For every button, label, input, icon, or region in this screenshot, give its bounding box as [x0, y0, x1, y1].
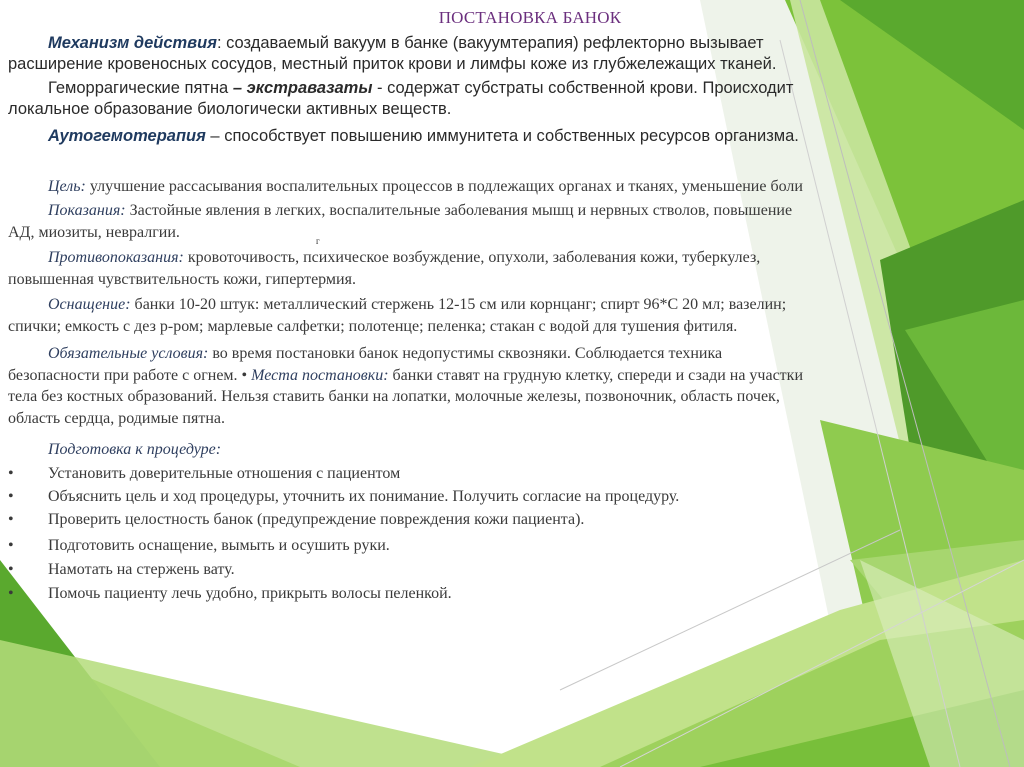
extravasates-label: экстравазаты [246, 79, 373, 97]
slide-title: ПОСТАНОВКА БАНОК [438, 8, 622, 27]
prep-list-item [8, 585, 452, 603]
indications-text-1: Застойные явления в легких, воспалительные заболевания мышц и нервных стволов, повышение [125, 202, 793, 219]
bullet-icon: • [8, 561, 14, 578]
mechanism-text-2: расширение кровеносных сосудов, местный приток крови и лимфы коже из глубжележащих тканей. [8, 54, 777, 73]
preparation-heading: Подготовка к процедуре: [48, 441, 222, 458]
equipment-text-2: спички; емкость с дез р-ром; марлевые салфетки; полотенце; пеленка; стакан с водой для тушения фитиля. [8, 317, 738, 335]
stray-mark: г [316, 236, 320, 246]
contraindications-text-1: кровоточивость, психическое возбуждение, опухоли, заболевания кожи, туберкулез, [183, 249, 761, 266]
conditions-text-3: тела без костных образований. Нельзя ставить банки на лопатки, молочные железы, позвоночник, область почек, [8, 388, 780, 405]
prep-list-item [8, 537, 390, 555]
goal-paragraph [8, 176, 978, 198]
goal-text: улучшение рассасывания воспалительных процессов в подлежащих органах и тканях, уменьшение боли [85, 178, 803, 195]
autohemotherapy-paragraph [8, 126, 953, 147]
prep-list-item [8, 511, 584, 529]
autohemotherapy-label: Аутогемотерапия [48, 127, 206, 145]
conditions-paragraph [8, 343, 978, 429]
equipment-paragraph [8, 294, 978, 337]
hemorrhagic-text-2: локальное образование биологически активных веществ. [8, 99, 452, 118]
prep-item-text: Проверить целостность банок (предупреждение повреждения кожи пациента). [48, 511, 585, 528]
indications-label: Показания: [48, 202, 126, 219]
prep-list-item [8, 465, 400, 483]
prep-item-text: Подготовить оснащение, вымыть и осушить руки. [48, 537, 390, 554]
mechanism-label: Механизм действия [48, 34, 217, 52]
hemorrhagic-text-1: - содержат субстраты собственной крови. Происходит [372, 79, 794, 97]
bullet-icon: • [8, 465, 14, 482]
contraindications-text-2: повышенная чувствительность кожи, гипертермия. [8, 270, 356, 288]
prep-list-item [8, 561, 235, 579]
indications-text-2: АД, миозиты, невралгии. [8, 223, 180, 241]
hemorrhagic-dash: – [228, 79, 247, 97]
hemorrhagic-lead: Геморрагические пятна [48, 79, 229, 97]
conditions-label: Обязательные условия: [48, 345, 209, 362]
equipment-label: Оснащение: [48, 296, 131, 313]
indications-paragraph [8, 200, 978, 243]
conditions-text-4: область сердца, родимые пятна. [8, 409, 226, 427]
bullet-icon: • [8, 537, 14, 554]
hemorrhagic-paragraph [8, 78, 953, 119]
bullet-icon: • [8, 511, 14, 528]
contraindications-paragraph [8, 247, 978, 290]
conditions-text-1: во время постановки банок недопустимы сквозняки. Соблюдается техника [208, 345, 723, 362]
bullet-icon: • [8, 585, 14, 602]
autohemotherapy-text: – способствует повышению иммунитета и собственных ресурсов организма. [205, 127, 799, 145]
prep-item-text: Намотать на стержень вату. [48, 561, 235, 578]
contraindications-label: Противопоказания: [48, 249, 184, 266]
equipment-text-1: банки 10-20 штук: металлический стержень 12-15 см или корнцанг; спирт 96*С 20 мл; вазелин; [130, 296, 787, 313]
prep-item-text: Объяснить цель и ход процедуры, уточнить их понимание. Получить согласие на процедуру. [48, 488, 680, 505]
mechanism-paragraph [8, 33, 953, 74]
places-label: Места постановки: [251, 366, 389, 384]
bullet-icon: • [8, 488, 14, 505]
conditions-text-2b: банки ставят на грудную клетку, спереди и сзади на участки [388, 366, 804, 384]
goal-label: Цель: [48, 178, 86, 195]
prep-list-item [8, 488, 679, 506]
conditions-text-2a: безопасности при работе с огнем. • [8, 366, 252, 384]
prep-item-text: Установить доверительные отношения с пациентом [48, 465, 401, 482]
mechanism-text-1: : создаваемый вакуум в банке (вакуумтерапия) рефлекторно вызывает [216, 34, 764, 52]
prep-item-text: Помочь пациенту лечь удобно, прикрыть волосы пеленкой. [48, 585, 452, 602]
